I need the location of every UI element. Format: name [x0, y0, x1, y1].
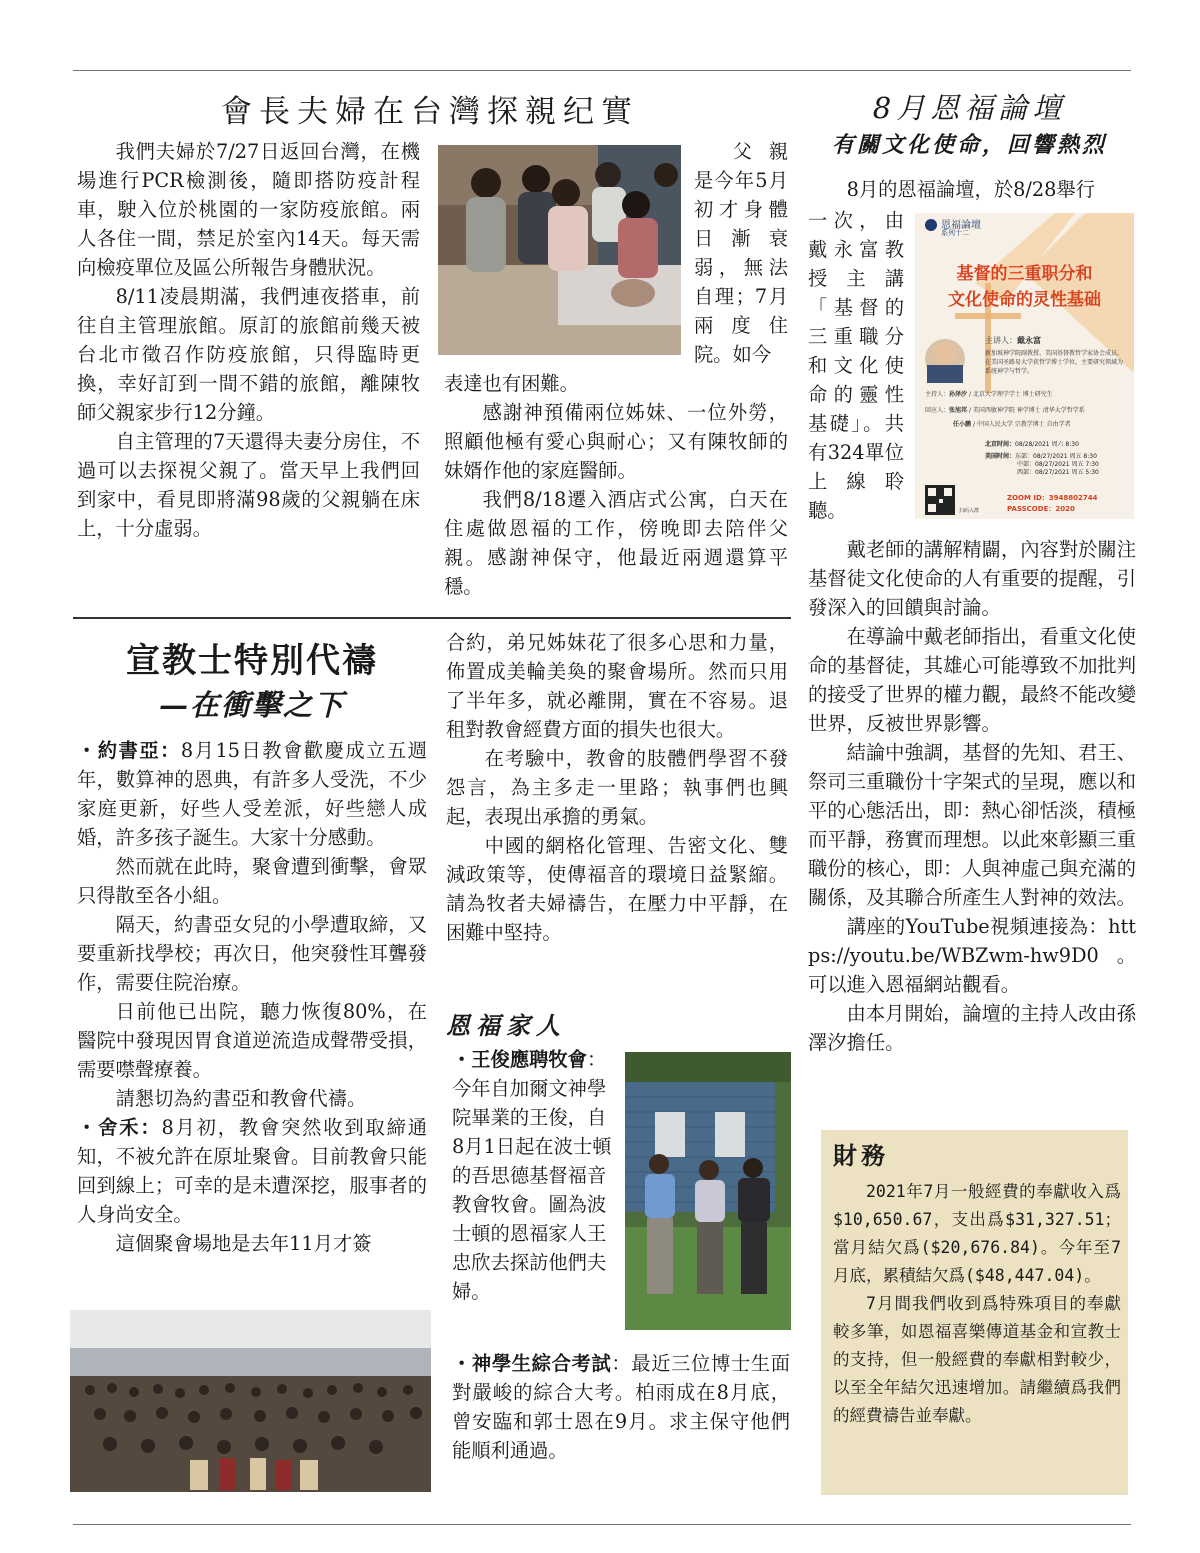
- forum-main-column: [808, 535, 1136, 1057]
- poster-respondent-2: [953, 419, 1133, 428]
- poster-series: 系列十二: [941, 229, 969, 237]
- article1-side-text: 父親是今年5月初才身體日漸衰弱，無法自理；7月兩度住院。如今: [694, 140, 788, 366]
- poster-speaker-name: 戴永富: [1017, 336, 1041, 345]
- forum-paragraph: 由本月開始，論壇的主持人改由孫澤汐擔任。: [808, 1002, 1136, 1054]
- poster-brand: 恩福論壇: [941, 220, 981, 231]
- article2-left-column: [77, 736, 427, 1258]
- poster-speaker: [985, 335, 1041, 346]
- finance-paragraph: 7月間我們收到爲特殊項目的奉獻較多筆，如恩福喜樂傳道基金和宣教士的支持，但一般經費的奉獻相對較少，以至全年結欠迅速增加。請繼續爲我們的經費禱告並奉獻。: [833, 1294, 1121, 1425]
- forum-title: 8月恩福論壇: [872, 91, 1067, 125]
- forum-paragraph-side: 一次，由戴永富教授主講「基督的三重職分和文化使命的靈性基礎」。共有324單位上線聆聽。: [808, 209, 904, 522]
- poster-time-beijing: [985, 439, 1131, 448]
- article1-mid-column: [444, 369, 788, 601]
- joshua-paragraph: 然而就在此時，聚會遭到衝擊，會眾只得散至各小組。: [77, 855, 427, 907]
- joshua-paragraph: 隔天，約書亞女兒的小學遭取締，又要重新找學校；再次日，他突發性耳聾發作，需要住院治療。: [77, 913, 427, 994]
- finance-paragraph: 2021年7月一般經費的奉獻收入爲$10,650.67，支出爲$31,327.51；當月結欠爲($20,676.84)。今年至7月底，累積結欠爲($48,447.04)。: [833, 1182, 1121, 1285]
- shehe-paragraph: 這個聚會場地是去年11月才簽: [115, 1232, 372, 1255]
- joshua-paragraph: 請懇切為約書亞和教會代禱。: [115, 1087, 367, 1110]
- top-rule: [73, 70, 1131, 71]
- forum-paragraph-first: 8月的恩福論壇，於8/28舉行: [846, 178, 1095, 201]
- finance-box: [821, 1130, 1128, 1495]
- poster-speaker-label: 主讲人：: [985, 336, 1017, 345]
- poster-resp1-name: 张旭邦: [949, 407, 968, 414]
- article1-paragraph: 感謝神預備兩位姊妹、一位外勞，照顧他極有愛心與耐心；又有陳牧師的妹婿作他的家庭醫師。: [444, 401, 788, 482]
- joshua-text: 8月15日教會歡慶成立五週年，數算神的恩典，有許多人受洗，不少家庭更新，好些人受差派，好些戀人成婚，許多孩子誕生。大家十分感動。: [77, 739, 427, 849]
- forum-paragraph: 戴老師的講解精闢，內容對於關注基督徒文化使命的人有重要的提醒，引發深入的回饋與討論。: [808, 538, 1136, 619]
- poster-bio: 新加坡神学院副教授、美国基督教哲学家协会成员，在美国圣路易大学获哲学博士学位，主要研究领域为系统神学与哲学。: [985, 350, 1124, 375]
- family-item1-body: ：今年自加爾文神學院畢業的王俊，自8月1日起在波士頓的吾思德基督福音教會牧會。圖為波士頓的恩福家人王忠欣去探訪他們夫婦。: [452, 1048, 612, 1303]
- forum-paragraph: 結論中強調，基督的先知、君王、祭司三重職份十字架式的呈現，應以和平的心態活出，即：熱心卻恬淡，積極而平靜，務實而理想。以此來彰顯三重職份的核心，即：人與神虛己與充滿的關係，及其聯合所產生人對神的效法。: [808, 741, 1136, 909]
- poster-resp2-note: / 中国人民大学 宗教学博士 自由学者: [972, 421, 1071, 428]
- poster-host-name: 孙泽汐: [949, 391, 968, 398]
- poster-time-us-label: 美国时间：: [985, 453, 1016, 460]
- article1-paragraph: 我們8/18遷入酒店式公寓，白天在住處做恩福的工作，傍晚即去陪伴父親。感謝神保守，他最近兩週還算平穩。: [444, 488, 788, 598]
- shehe-paragraph: 合約，弟兄姊妹花了很多心思和力量，佈置成美輪美奐的聚會場所。然而只用了半年多，就必離開，實在不容易。退租對教會經費方面的損失也很大。: [446, 631, 788, 741]
- joshua-item: [77, 736, 427, 852]
- poster-time-beijing-value: 08/28/2021 周六 8:30: [1015, 441, 1079, 448]
- forum-paragraph: 講座的YouTube視頻連接為：https://youtu.be/WBZwm-hw9D0。可以進入恩福網站觀看。: [808, 915, 1136, 996]
- shehe-text: 8月初，教會突然收到取締通知，不被允許在原址聚會。目前教會只能回到線上；可幸的是未遭深挖，服事者的人身尚安全。: [77, 1116, 427, 1226]
- article1-paragraph: 自主管理的7天還得夫妻分房住，不過可以去探視父親了。當天早上我們回到家中，看見即將滿98歲的父親躺在床上，十分虛弱。: [77, 430, 420, 540]
- article1-below-photo: 表達也有困難。: [444, 372, 579, 395]
- article2-title: 宣教士特別代禱: [126, 641, 378, 681]
- forum-paragraph: 在導論中戴老師指出，看重文化使命的基督徒，其雄心可能導致不加批判的接受了世界的權力觀，最終不能改變世界，反被世界影響。: [808, 625, 1136, 735]
- pastor-visit-photo: [625, 1052, 791, 1330]
- poster-headline-1: 基督的三重职分和: [956, 264, 1093, 284]
- congregation-photo: [70, 1310, 431, 1492]
- finance-text: [833, 1178, 1121, 1430]
- family-item2-body: ：最近三位博士生面對嚴峻的綜合大考。柏雨成在8月底，曾安臨和郭士恩在9月。求主保守他們能順利通過。: [452, 1352, 790, 1462]
- forum-first-line: [808, 175, 1136, 204]
- family-item1-label: ・王俊應聘牧會: [452, 1048, 587, 1071]
- shehe-paragraph: 中國的網格化管理、告密文化、雙減政策等，使傳福音的環境日益緊縮。請為牧者夫婦禱告，在壓力中平靜，在困難中堅持。: [446, 834, 788, 944]
- article2-mid-column: [446, 628, 788, 947]
- poster-zoom-id: ZOOM ID：3948802744: [1007, 494, 1098, 502]
- article1-paragraph: 8/11凌晨期滿，我們連夜搭車，前往自主管理旅館。原訂的旅館前幾天被台北市徵召作防疫旅館，只得臨時更換，幸好訂到一間不錯的旅館，離陳牧師父親家步行12分鐘。: [77, 285, 420, 424]
- article2-subtitle: —在衝擊之下: [158, 688, 345, 722]
- forum-side-column: [808, 206, 904, 525]
- bottom-rule: [73, 1524, 1131, 1525]
- shehe-label: ・舍禾：: [77, 1116, 162, 1139]
- poster-time-us: [985, 453, 1131, 477]
- shehe-paragraph: 在考驗中，教會的肢體們學習不發怨言，為主多走一里路；執事們也興起，表現出承擔的勇氣。: [446, 747, 788, 828]
- poster-resp1-note: / 美国西敏神学院 神学博士 清华大学哲学系: [968, 407, 1085, 414]
- poster-time-beijing-label: 北京时间：: [985, 441, 1016, 448]
- family-item2-label: ・神學生綜合考試: [452, 1352, 612, 1375]
- poster-time-us-1: 东部：08/27/2021 周五 8:30: [1015, 453, 1097, 460]
- mid-rule: [73, 617, 791, 619]
- poster-passcode: PASSCODE：2020: [1007, 505, 1075, 513]
- joshua-paragraph: 日前他已出院，聽力恢復80%，在醫院中發現因胃食道逆流造成聲帶受損，需要噤聲療養。: [77, 1000, 427, 1081]
- family-item2-text: [452, 1349, 790, 1465]
- article1-side-column: [694, 137, 788, 369]
- family-item1-text: [452, 1045, 618, 1306]
- article1-left-column: [77, 137, 420, 543]
- forum-poster: [915, 213, 1134, 519]
- joshua-label: ・約書亞：: [77, 739, 181, 762]
- family-item2: [452, 1349, 790, 1465]
- poster-host: [925, 389, 1130, 398]
- family-item1: [452, 1045, 618, 1306]
- poster-resp2-name: 任小鹏: [953, 421, 972, 428]
- poster-respondent-1: [925, 405, 1130, 414]
- family-bedside-photo: [438, 145, 681, 355]
- family-title: 恩福家人: [446, 1011, 566, 1040]
- poster-host-label: 主持人：: [925, 391, 950, 398]
- poster-host-note: / 北京大学理学学士 博士研究生: [968, 391, 1053, 398]
- poster-headline-2: 文化使命的灵性基础: [948, 290, 1101, 310]
- forum-subtitle: 有關文化使命，回響熱烈: [831, 132, 1107, 158]
- finance-title: 財務: [833, 1141, 889, 1170]
- poster-time-us-2: 中部：08/27/2021 周五 7:30: [1017, 461, 1099, 468]
- shehe-item: [77, 1113, 427, 1229]
- article1-title: 會長夫婦在台灣探親纪實: [221, 94, 639, 130]
- poster-resp-label: 回应人：: [925, 407, 950, 414]
- poster-time-us-3: 西部：08/27/2021 周五 5:30: [1017, 469, 1099, 476]
- poster-footer: 扫码入群: [959, 508, 980, 514]
- article1-paragraph: 我們夫婦於7/27日返回台灣，在機場進行PCR檢測後，隨即搭防疫計程車，駛入位於桃園的一家防疫旅館。兩人各住一間，禁足於室內14天。每天需向檢疫單位及區公所報告身體狀況。: [77, 140, 420, 279]
